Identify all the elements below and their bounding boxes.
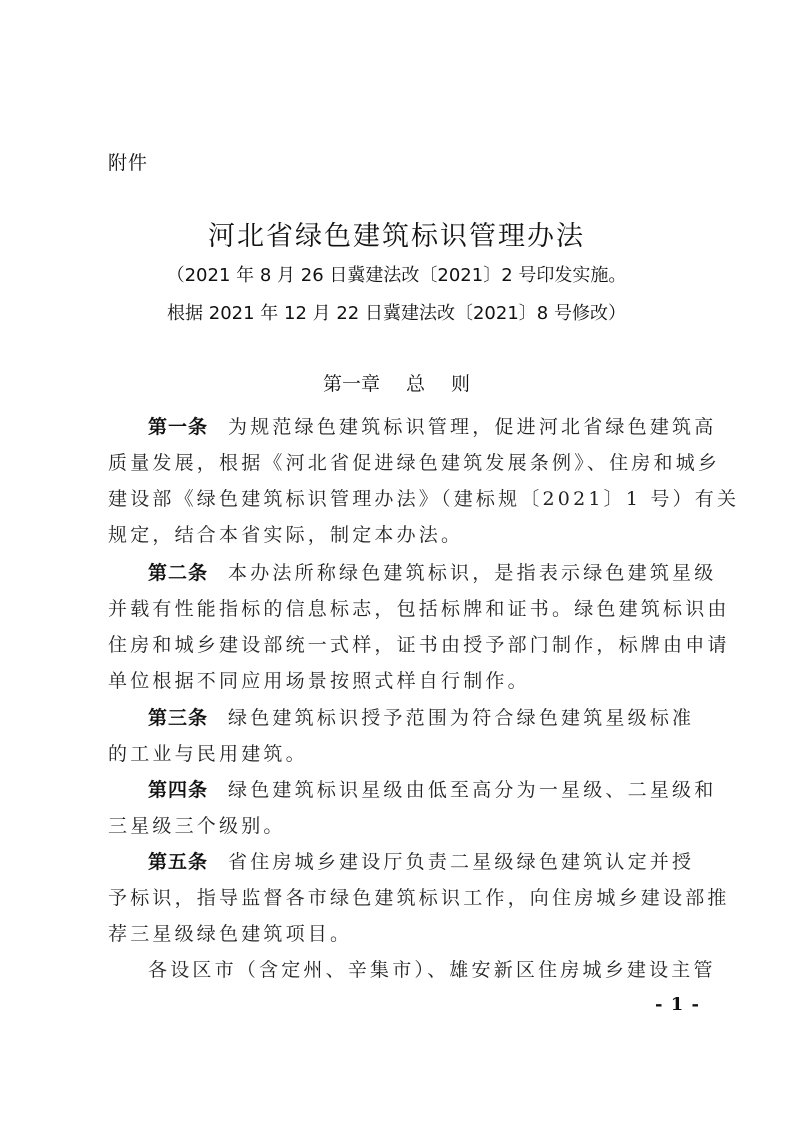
article-5-label: 第五条 bbox=[148, 851, 209, 873]
article-3-text: 绿色建筑标识授予范围为符合绿色建筑星级标准 bbox=[228, 707, 695, 729]
article-1-line-2: 质量发展，根据《河北省促进绿色建筑发展条例》、住房和城乡 bbox=[108, 452, 721, 474]
article-5-line-3: 荐三星级绿色建筑项目。 bbox=[108, 923, 353, 945]
article-1-line-1 bbox=[148, 412, 717, 439]
chapter-name-part-1: 总 bbox=[405, 373, 425, 395]
chapter-number: 第一章 bbox=[322, 373, 380, 395]
article-3-line-1 bbox=[148, 703, 694, 730]
article-2-line-3: 住房和城乡建设部统一式样，证书由授予部门制作，标牌由申请 bbox=[108, 634, 730, 656]
article-4-line-1 bbox=[148, 775, 717, 802]
article-3-line-2: 的工业与民用建筑。 bbox=[108, 743, 308, 765]
article-1-line-4: 规定，结合本省实际，制定本办法。 bbox=[108, 524, 464, 546]
article-2-label: 第二条 bbox=[148, 562, 209, 584]
article-2-line-1 bbox=[148, 558, 717, 585]
continuation-paragraph-line-1: 各设区市（含定州、辛集市）、雄安新区住房城乡建设主管 bbox=[148, 959, 716, 981]
article-2-line-2: 并载有性能指标的信息标志，包括标牌和证书。绿色建筑标识由 bbox=[108, 598, 730, 620]
document-subtitle-line-1: （2021 年 8 月 26 日冀建法改〔2021〕2 号印发实施。 bbox=[166, 265, 627, 286]
article-1-line-3: 建设部《绿色建筑标识管理办法》（建标规〔2021〕1 号）有关 bbox=[108, 488, 740, 510]
article-4-line-2: 三星级三个级别。 bbox=[108, 815, 286, 837]
article-4-text: 绿色建筑标识星级由低至高分为一星级、二星级和 bbox=[228, 779, 717, 801]
chapter-name-part-2: 则 bbox=[451, 373, 471, 395]
chapter-heading bbox=[0, 369, 793, 396]
page-number: - 1 - bbox=[655, 994, 700, 1015]
attachment-label: 附件 bbox=[108, 152, 149, 174]
document-subtitle-line-2: 根据 2021 年 12 月 22 日冀建法改〔2021〕8 号修改） bbox=[167, 303, 626, 324]
article-2-text: 本办法所称绿色建筑标识，是指表示绿色建筑星级 bbox=[228, 562, 717, 584]
article-5-text: 省住房城乡建设厅负责二星级绿色建筑认定并授 bbox=[228, 851, 695, 873]
article-5-line-2: 予标识，指导监督各市绿色建筑标识工作，向住房城乡建设部推 bbox=[108, 887, 730, 909]
article-5-line-1 bbox=[148, 847, 694, 874]
article-3-label: 第三条 bbox=[148, 707, 209, 729]
article-1-label: 第一条 bbox=[148, 416, 209, 438]
article-4-label: 第四条 bbox=[148, 779, 209, 801]
article-1-text: 为规范绿色建筑标识管理，促进河北省绿色建筑高 bbox=[228, 416, 717, 438]
article-2-line-4: 单位根据不同应用场景按照式样自行制作。 bbox=[108, 670, 530, 692]
document-title: 河北省绿色建筑标识管理办法 bbox=[208, 221, 585, 252]
